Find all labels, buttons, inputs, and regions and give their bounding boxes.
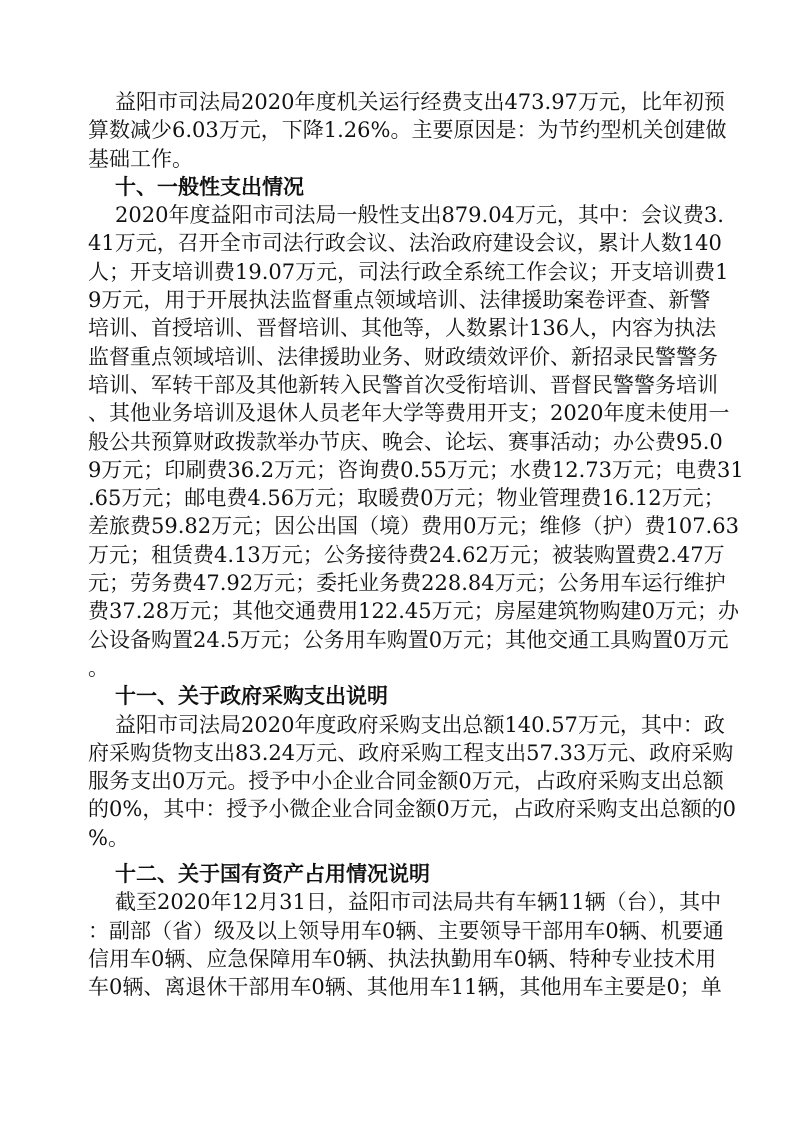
paragraph-line: 府采购货物支出83.24万元、政府采购工程支出57.33万元、政府采购 xyxy=(88,740,734,765)
paragraph-line: 截至2020年12月31日，益阳市司法局共有车辆11辆（台），其中 xyxy=(115,890,722,915)
paragraph-line: 车0辆、离退休干部用车0辆、其他用车11辆，其他用车主要是0；单 xyxy=(88,975,722,1000)
paragraph-line: 41万元，召开全市司法行政会议、法治政府建设会议，累计人数140 xyxy=(88,231,722,256)
paragraph-line: 基础工作。 xyxy=(88,146,193,171)
paragraph-line: 的0%，其中：授予小微企业合同金额0万元，占政府采购支出总额的0 xyxy=(88,797,737,822)
paragraph-line: ：副部（省）级及以上领导用车0辆、主要领导干部用车0辆、机要通 xyxy=(88,918,724,943)
paragraph-line: 9万元，用于开展执法监督重点领域培训、法律援助案卷评查、新警 xyxy=(88,288,711,313)
section-heading: 十一、关于政府采购支出说明 xyxy=(115,683,388,709)
paragraph-line: 公设备购置24.5万元；公务用车购置0万元；其他交通工具购置0万元 xyxy=(88,627,729,652)
paragraph-line: 费37.28万元；其他交通费用122.45万元；房屋建筑物购建0万元；办 xyxy=(88,599,739,624)
section-heading: 十、一般性支出情况 xyxy=(115,173,304,199)
paragraph-line: 人；开支培训费19.07万元，司法行政全系统工作会议；开支培训费1 xyxy=(88,259,729,284)
paragraph-line: %。 xyxy=(88,825,129,850)
paragraph-line: 万元；租赁费4.13万元；公务接待费24.62万元；被装购置费2.47万 xyxy=(88,542,725,567)
paragraph-line: .65万元；邮电费4.56万元；取暖费0万元；物业管理费16.12万元； xyxy=(88,486,725,511)
paragraph-line: 信用车0辆、应急保障用车0辆、执法执勤用车0辆、特种专业技术用 xyxy=(88,946,717,971)
paragraph-line: 培训、军转干部及其他新转入民警首次受衔培训、晋督民警警务培训 xyxy=(88,372,718,397)
paragraph-line: 益阳市司法局2020年度政府采购支出总额140.57万元，其中：政 xyxy=(115,712,725,737)
paragraph-line: 元；劳务费47.92万元；委托业务费228.84万元；公务用车运行维护 xyxy=(88,571,726,596)
section-heading: 十二、关于国有资产占用情况说明 xyxy=(115,861,430,887)
section-gap xyxy=(88,852,724,860)
paragraph-line: 服务支出0万元。授予中小企业合同金额0万元，占政府采购支出总额 xyxy=(88,769,724,794)
document-page xyxy=(88,88,744,1002)
paragraph-line: 、其他业务培训及退休人员老年大学等费用开支；2020年度未使用一 xyxy=(88,401,730,426)
paragraph-line: 算数减少6.03万元，下降1.26%。主要原因是：为节约型机关创建做 xyxy=(88,118,727,143)
paragraph-line: 益阳市司法局2020年度机关运行经费支出473.97万元，比年初预 xyxy=(115,90,725,114)
paragraph-line: 般公共预算财政拨款举办节庆、晚会、论坛、赛事活动；办公费95.0 xyxy=(88,429,723,454)
paragraph-line: 2020年度益阳市司法局一般性支出879.04万元，其中：会议费3. xyxy=(115,203,724,228)
paragraph-line: 。 xyxy=(88,655,109,680)
paragraph-line: 差旅费59.82万元；因公出国（境）费用0万元；维修（护）费107.63 xyxy=(88,514,739,539)
paragraph-line: 9万元；印刷费36.2万元；咨询费0.55万元；水费12.73万元；电费31 xyxy=(88,457,744,482)
paragraph-line: 监督重点领域培训、法律援助业务、财政绩效评价、新招录民警警务 xyxy=(88,344,718,369)
paragraph-line: 培训、首授培训、晋督培训、其他等，人数累计136人，内容为执法 xyxy=(88,316,717,341)
